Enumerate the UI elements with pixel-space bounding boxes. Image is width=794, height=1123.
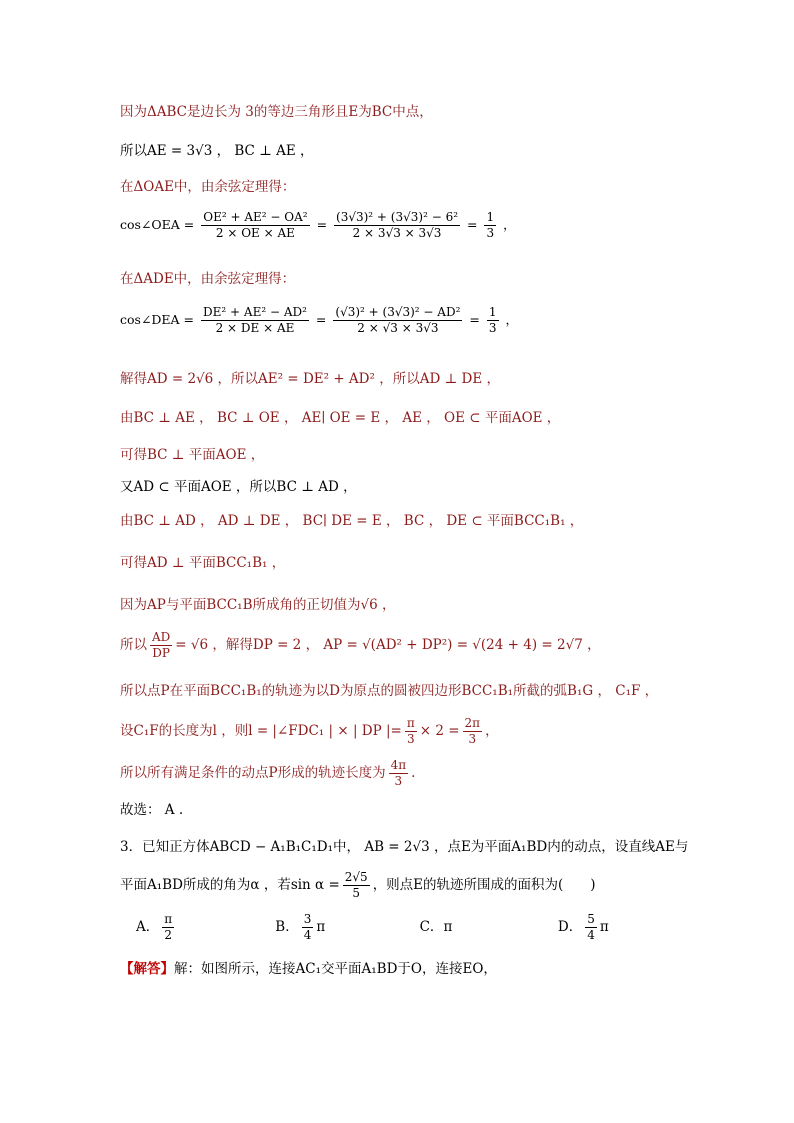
fraction (201, 210, 309, 241)
numerator: AD (152, 630, 171, 644)
question-3-line-2 (120, 870, 596, 901)
eq-lhs: cos∠DEA = (120, 312, 195, 327)
denominator: DP (152, 646, 170, 660)
denominator: 5 (352, 886, 361, 900)
solution-line-12: 可得AD ⊥ 平面BCC₁B₁ ， (120, 555, 286, 571)
solution-line-15: 所以点P在平面BCC₁B₁的轨迹为以D为原点的圆被四边形BCC₁B₁所截的弧B₁G ， C₁F ， (120, 683, 659, 699)
denominator: 4 (587, 928, 595, 942)
fraction (333, 305, 462, 336)
numerator: 1 (486, 210, 495, 224)
fraction (302, 912, 314, 943)
text: . (411, 765, 416, 781)
denominator: 2 × DE × AE (215, 321, 295, 335)
fraction (487, 305, 499, 336)
fraction (162, 912, 174, 943)
text: π (443, 919, 453, 935)
numerator: 1 (488, 305, 497, 319)
solution-line-9: 可得BC ⊥ 平面AOE ， (120, 447, 265, 463)
denominator: 4 (303, 928, 312, 942)
text: 设C₁F的长度为l ，则l = |∠FDC₁ | × | DP |= (120, 723, 402, 739)
choice-a (136, 912, 271, 943)
choice-label: C． (419, 919, 444, 935)
denominator: 3 (488, 321, 497, 335)
fraction (389, 758, 409, 789)
denominator: 2 × 3√3 × 3√3 (352, 226, 442, 240)
numerator: π (164, 912, 173, 926)
answer-tag: 【解答】 (120, 961, 174, 977)
text: 所以所有满足条件的动点P形成的轨迹长度为 (120, 765, 386, 781)
solution-line-7: 解得AD = 2√6 ，所以AE² = DE² + AD² ，所以AD ⊥ DE ， (120, 371, 501, 387)
text: ， (485, 723, 499, 739)
numerator: 2π (464, 716, 481, 730)
solution-line-1: 因为ΔABC是边长为 3的等边三角形且E为BC中点， (120, 104, 433, 120)
fraction (343, 870, 370, 901)
text: 所以 (120, 637, 147, 653)
solution-line-8: 由BC ⊥ AE ， BC ⊥ OE ， AE∣ OE = E ， AE ， OE ⊂ 平面AOE ， (120, 410, 561, 426)
numerator: (√3)² + (3√3)² − AD² (335, 305, 461, 319)
text: π (316, 919, 326, 935)
denominator: 2 × OE × AE (215, 226, 295, 240)
solution-line-11: 由BC ⊥ AD ， AD ⊥ DE ， BC∣ DE = E ， BC ， DE ⊂ 平面BCC₁B₁ ， (120, 513, 584, 529)
punctuation: ， (503, 217, 516, 232)
solution-line-10: 又AD ⊂ 平面AOE ，所以BC ⊥ AD ， (120, 479, 357, 495)
equals: = (467, 217, 478, 232)
answer-explanation (120, 960, 497, 978)
solution-line-13: 因为AP与平面BCC₁B所成角的正切值为√6 ， (120, 597, 396, 613)
question-3-line-1: 3．已知正方体ABCD − A₁B₁C₁D₁中， AB = 2√3 ，点E为平面A₁BD内的动点，设直线AE与 (120, 839, 689, 855)
punctuation: ， (505, 312, 518, 327)
solution-line-2: 所以AE = 3√3 ， BC ⊥ AE ， (120, 143, 314, 159)
fraction (463, 716, 483, 747)
denominator: 3 (486, 226, 495, 240)
numerator: π (406, 716, 415, 730)
numerator: 5 (587, 912, 595, 926)
denominator: 2 (164, 928, 173, 942)
answer-text: 解：如图所示，连接AC₁交平面A₁BD于O，连接EO， (174, 961, 497, 977)
answer-choice-line: 故选： A . (120, 802, 184, 818)
equation-cos-oea (120, 210, 516, 241)
text: ，则点E的轨迹所围成的面积为( ) (372, 877, 596, 893)
choice-label: B． (275, 919, 299, 935)
equals: = (315, 312, 327, 327)
denominator: 3 (406, 732, 415, 746)
fraction (201, 305, 309, 336)
text: π (599, 919, 609, 935)
choice-c (420, 918, 554, 936)
numerator: OE² + AE² − OA² (203, 210, 308, 224)
choice-d (558, 912, 609, 943)
equation-cos-dea (120, 305, 518, 336)
answer-choices (136, 912, 609, 943)
numerator: 2√5 (344, 870, 368, 884)
numerator: (3√3)² + (3√3)² − 6² (336, 210, 459, 224)
solution-line-14 (120, 630, 601, 661)
numerator: 4π (390, 758, 407, 772)
numerator: 3 (303, 912, 312, 926)
denominator: 3 (394, 774, 403, 788)
text: × 2 = (419, 723, 460, 739)
fraction (585, 912, 597, 943)
numerator: DE² + AE² − AD² (203, 305, 307, 319)
denominator: 2 × √3 × 3√3 (357, 321, 439, 335)
eq-lhs: cos∠OEA = (120, 217, 195, 232)
solution-line-17 (120, 758, 415, 789)
solution-line-5: 在ΔADE中，由余弦定理得： (120, 271, 296, 287)
equals: = (469, 312, 480, 327)
fraction (484, 210, 496, 241)
choice-label: A． (136, 919, 160, 935)
choice-label: D． (557, 919, 583, 935)
denominator: 3 (468, 732, 477, 746)
solution-line-3: 在ΔOAE中，由余弦定理得： (120, 179, 296, 195)
text: = √6 ，解得DP = 2 ， AP = √(AD² + DP²) = √(24 + 4) = 2√7 ， (175, 637, 601, 653)
fraction (150, 630, 172, 661)
equals: = (316, 217, 328, 232)
fraction (405, 716, 417, 747)
choice-b (275, 912, 415, 943)
solution-line-16 (120, 716, 499, 747)
fraction (334, 210, 460, 241)
text: 平面A₁BD所成的角为α ，若sin α = (120, 877, 340, 893)
